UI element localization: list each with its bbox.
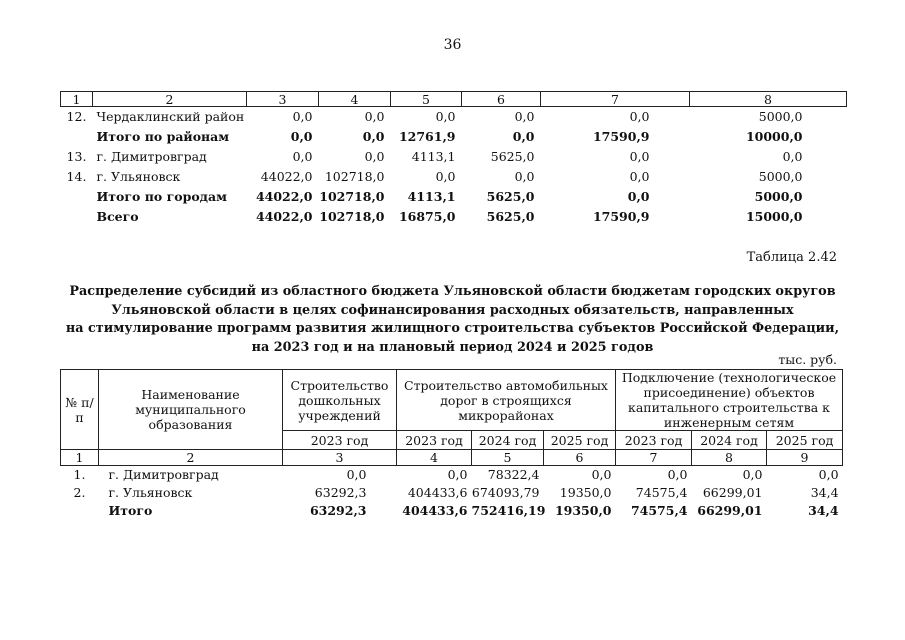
subsidy-distribution-table (60, 369, 843, 520)
column-number-row (61, 450, 843, 466)
value-cell: 78322,4 (487, 467, 540, 482)
value-cell: 404433,6 (402, 503, 468, 518)
value-cell: 5000,0 (758, 109, 803, 124)
row-name: г. Ульяновск (96, 169, 181, 184)
value-cell: 102718,0 (319, 189, 385, 204)
header-group-preschool: Строительство дошкольных учреждений (283, 370, 397, 431)
value-cell: 5625,0 (486, 189, 535, 204)
value-cell: 0,0 (514, 169, 535, 184)
value-cell: 12761,9 (398, 129, 456, 144)
value-cell: 17590,9 (592, 129, 650, 144)
value-cell: 34,4 (810, 485, 839, 500)
subsidy-table-continuation (60, 91, 847, 227)
value-cell: 752416,19 (471, 503, 546, 518)
column-number: 1 (61, 92, 93, 107)
table-title (40, 283, 865, 357)
table-row (61, 207, 847, 227)
row-name: г. Димитровград (96, 149, 207, 164)
column-number: 6 (544, 450, 616, 466)
title-line: Распределение субсидий из областного бюджета Ульяновской области бюджетам городских округов (69, 284, 836, 299)
row-name: Чердаклинский район (96, 109, 245, 124)
value-cell: 0,0 (364, 149, 385, 164)
header-year: 2023 год (616, 431, 692, 450)
column-number: 8 (692, 450, 767, 466)
row-index: 12. (66, 109, 87, 124)
value-cell: 5000,0 (758, 169, 803, 184)
row-name: г. Ульяновск (108, 485, 193, 500)
value-cell: 102718,0 (324, 169, 385, 184)
header-year: 2024 год (692, 431, 767, 450)
value-cell: 404433,6 (407, 485, 468, 500)
column-number: 9 (767, 450, 843, 466)
value-cell: 44022,0 (260, 169, 313, 184)
column-number: 8 (690, 92, 847, 107)
header-name: Наименование муниципального образования (99, 370, 283, 450)
table-row (61, 466, 843, 485)
value-cell: 5625,0 (490, 149, 535, 164)
header-number: № п/п (61, 370, 99, 450)
row-index (61, 187, 93, 207)
table-row (61, 127, 847, 147)
table-row (61, 147, 847, 167)
column-number: 7 (541, 92, 690, 107)
column-number: 1 (61, 450, 99, 466)
header-year: 2025 год (544, 431, 616, 450)
value-cell: 0,0 (512, 129, 535, 144)
table-row (61, 502, 843, 520)
row-name: г. Димитровград (108, 467, 219, 482)
value-cell: 0,0 (667, 467, 688, 482)
value-cell: 0,0 (292, 149, 313, 164)
column-number-row (61, 92, 847, 107)
value-cell: 0,0 (364, 109, 385, 124)
column-number: 5 (472, 450, 544, 466)
page-number: 36 (443, 37, 462, 53)
header-year: 2023 год (283, 431, 397, 450)
value-cell: 5000,0 (754, 189, 803, 204)
header-year: 2025 год (767, 431, 843, 450)
header-row-groups (61, 370, 843, 431)
value-cell: 0,0 (290, 129, 313, 144)
value-cell: 19350,0 (554, 503, 612, 518)
value-cell: 10000,0 (745, 129, 803, 144)
row-index: 1. (73, 467, 86, 482)
value-cell: 5625,0 (486, 209, 535, 224)
row-name: Итого (108, 503, 153, 518)
value-cell: 16875,0 (398, 209, 456, 224)
value-cell: 0,0 (591, 467, 612, 482)
row-name: Итого по городам (96, 189, 227, 204)
value-cell: 44022,0 (255, 209, 313, 224)
value-cell: 0,0 (435, 109, 456, 124)
value-cell: 0,0 (629, 169, 650, 184)
column-number: 7 (616, 450, 692, 466)
row-index: 2. (73, 485, 86, 500)
value-cell: 0,0 (742, 467, 763, 482)
value-cell: 0,0 (782, 149, 803, 164)
value-cell: 674093,79 (471, 485, 540, 500)
value-cell: 0,0 (435, 169, 456, 184)
value-cell: 4113,1 (407, 189, 456, 204)
row-index: 14. (66, 169, 87, 184)
title-line: на 2023 год и на плановый период 2024 и 2025 годов (251, 339, 654, 355)
column-number: 5 (391, 92, 462, 107)
value-cell: 4113,1 (411, 149, 456, 164)
title-line: на стимулирование программ развития жилищного строительства субъектов Российской Федерации, (65, 321, 840, 336)
header-year: 2024 год (472, 431, 544, 450)
column-number: 4 (319, 92, 391, 107)
title-line: Ульяновской области в целях софинансирования расходных обязательств, направленных (111, 302, 794, 318)
column-number: 2 (93, 92, 247, 107)
column-number: 6 (462, 92, 541, 107)
header-group-utilities: Подключение (технологическое присоединение) объектов капитального строительства к инженерным сетям (616, 370, 843, 431)
units-label: тыс. руб. (778, 352, 837, 367)
value-cell: 66299,01 (702, 485, 763, 500)
column-number: 3 (247, 92, 319, 107)
value-cell: 74575,4 (630, 503, 688, 518)
table-row (61, 484, 843, 502)
value-cell: 34,4 (808, 503, 839, 518)
row-index: 13. (66, 149, 87, 164)
table-row (61, 107, 847, 128)
value-cell: 17590,9 (592, 209, 650, 224)
value-cell: 19350,0 (559, 485, 612, 500)
value-cell: 0,0 (627, 189, 650, 204)
value-cell: 102718,0 (319, 209, 385, 224)
value-cell: 0,0 (292, 109, 313, 124)
value-cell: 15000,0 (745, 209, 803, 224)
value-cell: 0,0 (818, 467, 839, 482)
row-name: Итого по районам (96, 129, 230, 144)
table-row (61, 187, 847, 207)
value-cell: 44022,0 (255, 189, 313, 204)
value-cell: 0,0 (629, 149, 650, 164)
table-row (61, 167, 847, 187)
row-index (61, 127, 93, 147)
value-cell: 0,0 (362, 129, 385, 144)
table-caption: Таблица 2.42 (746, 250, 837, 265)
value-cell: 0,0 (447, 467, 468, 482)
header-year: 2023 год (397, 431, 472, 450)
value-cell: 63292,3 (314, 485, 367, 500)
value-cell: 0,0 (514, 109, 535, 124)
row-name: Всего (96, 209, 139, 224)
column-number: 2 (99, 450, 283, 466)
value-cell: 0,0 (629, 109, 650, 124)
column-number: 3 (283, 450, 397, 466)
column-number: 4 (397, 450, 472, 466)
value-cell: 74575,4 (635, 485, 688, 500)
value-cell: 66299,01 (697, 503, 763, 518)
row-index (61, 207, 93, 227)
value-cell: 63292,3 (309, 503, 367, 518)
header-group-roads: Строительство автомобильных дорог в строящихся микрорайонах (397, 370, 616, 431)
row-index (61, 502, 99, 520)
value-cell: 0,0 (346, 467, 367, 482)
